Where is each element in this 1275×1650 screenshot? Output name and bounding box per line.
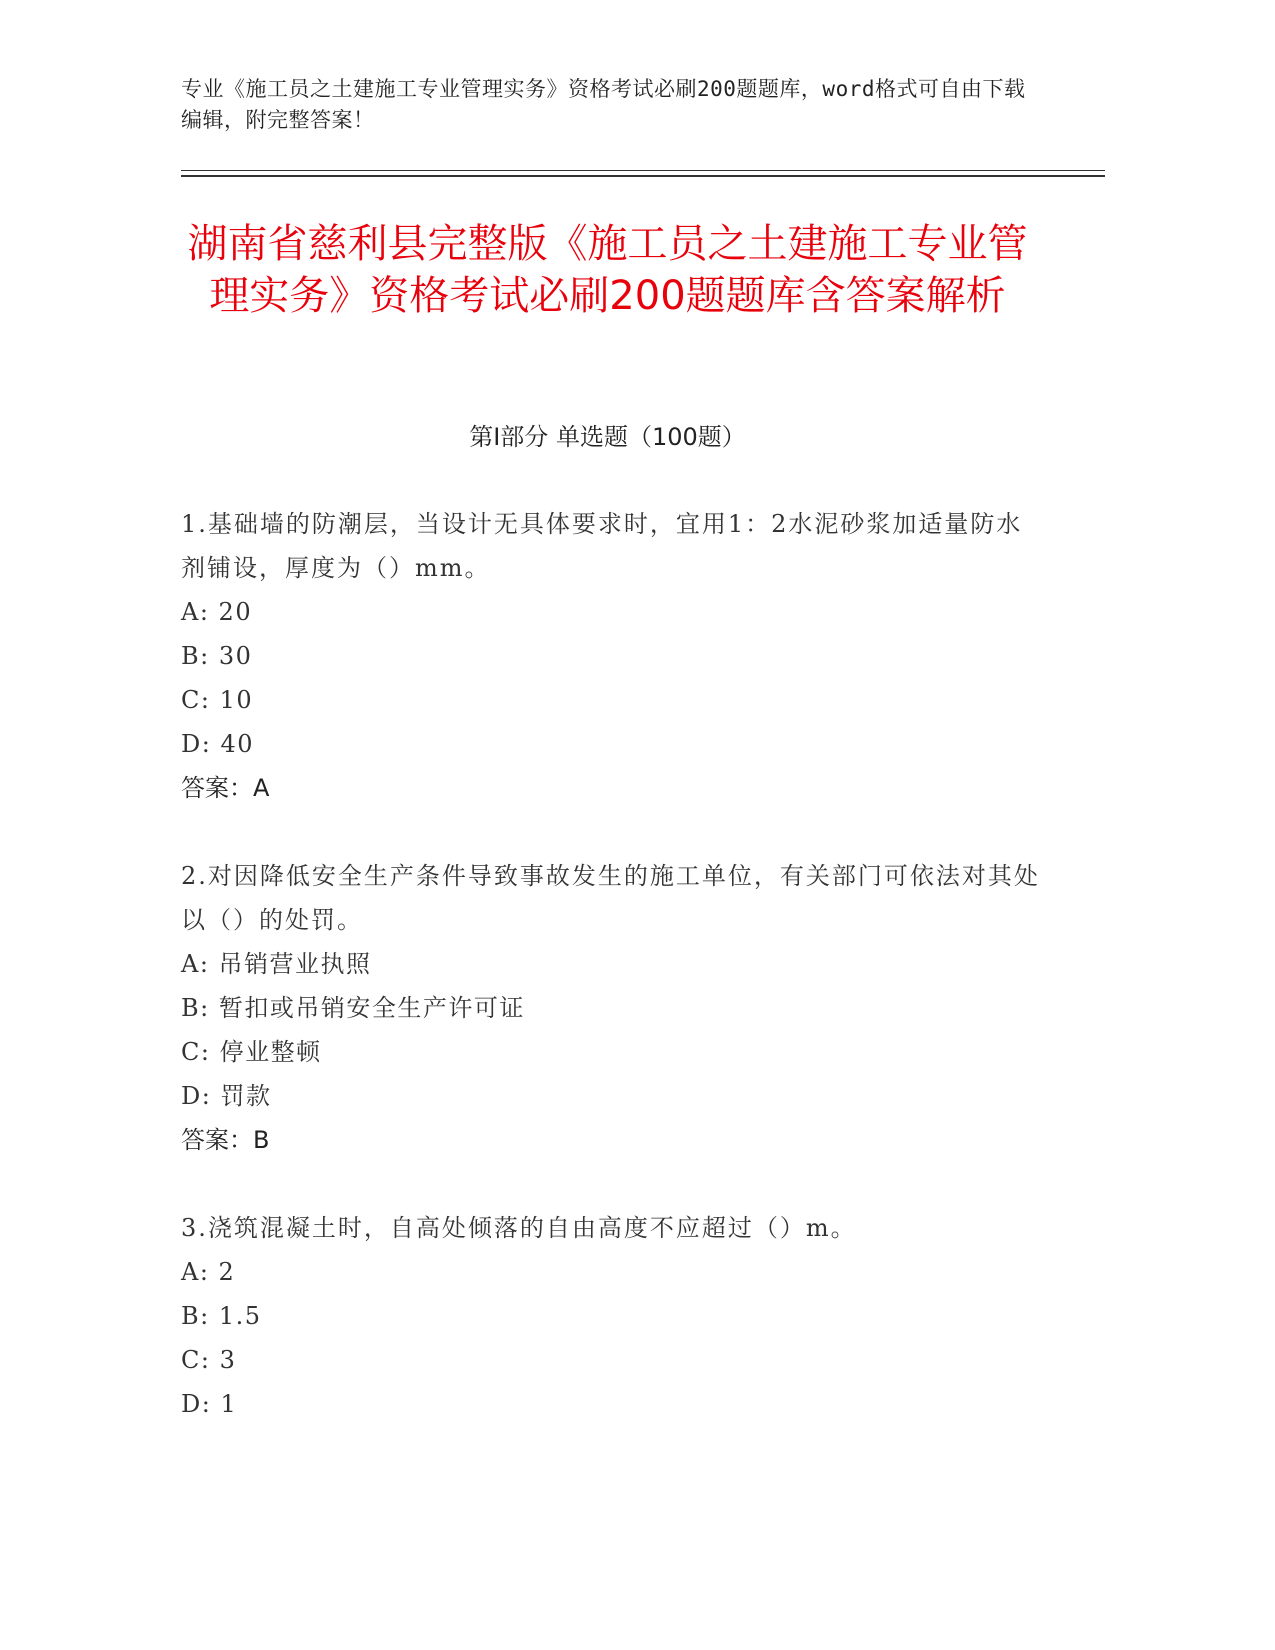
option-c: C: 3 [181,1346,237,1374]
header-note: 专业《施工员之土建施工专业管理实务》资格考试必刷200题题库，word格式可自由下载编辑，附完整答案！ [181,77,1026,132]
option-d: D: 1 [181,1390,238,1418]
option-c: C: 停业整顿 [181,1038,322,1066]
option-a: A: 吊销营业执照 [181,950,372,978]
question-stem: 1.基础墙的防潮层，当设计无具体要求时，宜用1：2水泥砂浆加适量防水剂铺设，厚度为（）mm。 [181,510,1023,582]
question-3 [181,1206,1041,1426]
question-stem: 3.浇筑混凝土时，自高处倾落的自由高度不应超过（）m。 [181,1214,857,1242]
question-stem: 2.对因降低安全生产条件导致事故发生的施工单位，有关部门可依法对其处以（）的处罚。 [181,862,1040,934]
answer-line: 答案：A [181,774,270,802]
section-heading: 第Ⅰ部分 单选题（100题） [469,423,746,451]
header-divider-thin [181,170,1105,171]
option-d: D: 罚款 [181,1082,272,1110]
document-title: 湖南省慈利县完整版《施工员之土建施工专业管理实务》资格考试必刷200题题库含答案解析 [187,221,1028,319]
option-b: B: 1.5 [181,1302,262,1330]
option-c: C: 10 [181,686,254,714]
answer-line: 答案：B [181,1126,270,1154]
option-a: A: 2 [181,1258,236,1286]
option-d: D: 40 [181,730,254,758]
option-b: B: 暂扣或吊销安全生产许可证 [181,994,525,1022]
header-divider-thick [181,175,1105,177]
option-b: B: 30 [181,642,253,670]
question-1 [181,502,1041,810]
question-2 [181,854,1041,1162]
question-list [181,502,1041,1470]
option-a: A: 20 [181,598,253,626]
